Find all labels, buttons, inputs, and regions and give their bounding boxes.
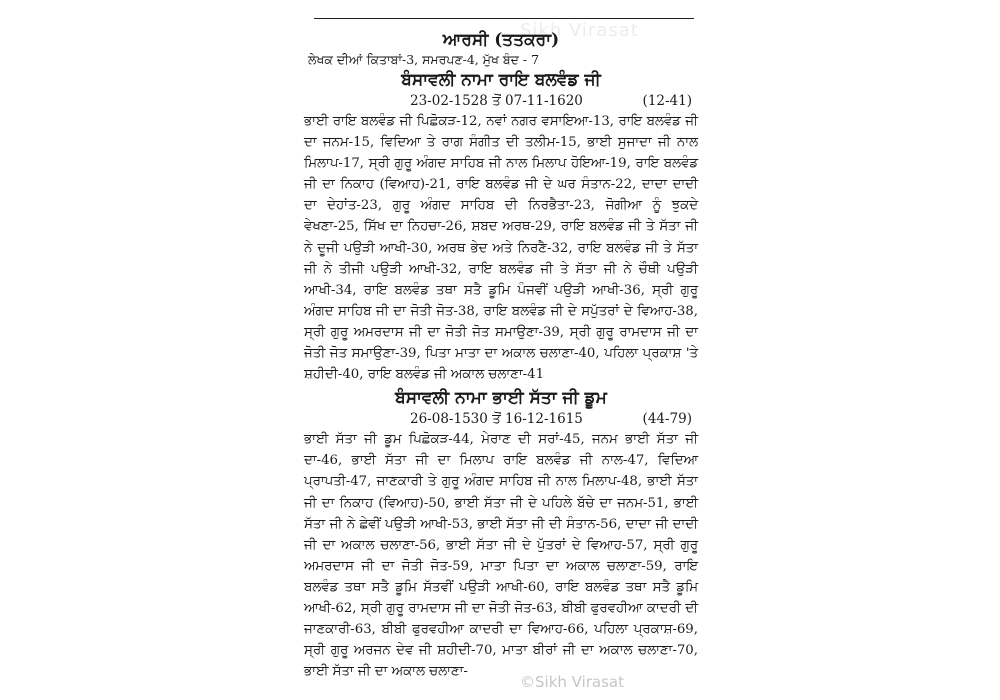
section-body: ਭਾਈ ਸੱਤਾ ਜੀ ਡੂਮ ਪਿਛੋਕੜ-44, ਮੇਰਾਣ ਦੀ ਸਰਾਂ-45, ਜਨਮ ਭਾਈ ਸੱਤਾ ਜੀ ਦਾ-46, ਭਾਈ ਸੱਤਾ ਜੀ ਦਾ ਮਿਲਾਪ ਰਾਇ ਬਲਵੰਡ ਜੀ ਨਾਲ-47, ਵਿਦਿਆ ਪ੍ਰਾਪਤੀ-47, ਜਾਣਕਾਰੀ ਤੇ ਗੁਰੂ ਅੰਗਦ ਸਾਹਿਬ ਜੀ ਨਾਲ ਮਿਲਾਪ-48, ਭਾਈ ਸੱਤਾ ਜੀ ਦਾ ਨਿਕਾਹ (ਵਿਆਹ)-50, ਭਾਈ ਸੱਤਾ ਜੀ ਦੇ ਪਹਿਲੇ ਬੱਚੇ ਦਾ ਜਨਮ-51, ਭਾਈ ਸੱਤਾ ਜੀ ਨੇ ਛੇਵੀਂ ਪਉੜੀ ਆਖੀ-53, ਭਾਈ ਸੱਤਾ ਜੀ ਦੀ ਸੰਤਾਨ-56, ਦਾਦਾ ਜੀ ਦਾਦੀ ਜੀ ਦਾ ਅਕਾਲ ਚਲਾਣਾ-56, ਭਾਈ ਸੱਤਾ ਜੀ ਦੇ ਪੁੱਤਰਾਂ ਦੇ ਵਿਆਹ-57, ਸ੍ਰੀ ਗੁਰੂ ਅਮਰਦਾਸ ਜੀ ਦਾ ਜੋਤੀ ਜੋਤ-59, ਮਾਤਾ ਪਿਤਾ ਦਾ ਅਕਾਲ ਚਲਾਣਾ-59, ਰਾਇ ਬਲਵੰਡ ਤਥਾ ਸਤੈ ਡੂਮਿ ਸੱਤਵੀਂ ਪਉੜੀ ਆਖੀ-60, ਰਾਇ ਬਲਵੰਡ ਤਥਾ ਸਤੈ ਡੂਮਿ ਆਖੀ-62, ਸ੍ਰੀ ਗੁਰੂ ਰਾਮਦਾਸ ਜੀ ਦਾ ਜੋਤੀ ਜੋਤ-63, ਬੀਬੀ ਫੁਰਵਹੀਆ ਕਾਦਰੀ ਦੀ ਜਾਣਕਾਰੀ-63, ਬੀਬੀ ਫੁਰਵਹੀਆ ਕਾਦਰੀ ਦਾ ਵਿਆਹ-66, ਪਹਿਲਾ ਪ੍ਰਕਾਸ਼-69, ਸ੍ਰੀ ਗੁਰੂ ਅਰਜਨ ਦੇਵ ਜੀ ਸ਼ਹੀਦੀ-70, ਮਾਤਾ ਬੀਰਾਂ ਜੀ ਦਾ ਅਕਾਲ ਚਲਾਣਾ-70, ਭਾਈ ਸੱਤਾ ਜੀ ਦਾ ਅਕਾਲ ਚਲਾਣਾ-: [304, 432, 698, 680]
section-dates: 26-08-1530 ਤੋਂ 16-12-1615: [410, 411, 583, 428]
front-matter-line: ਲੇਖਕ ਦੀਆਂ ਕਿਤਾਬਾਂ-3, ਸਮਰਪਣ-4, ਮੁੱਖ ਬੰਦ - 7: [308, 52, 540, 67]
section-heading: ਬੰਸਾਵਲੀ ਨਾਮਾ ਰਾਇ ਬਲਵੰਡ ਜੀ: [401, 70, 601, 90]
section-body: ਭਾਈ ਰਾਇ ਬਲਵੰਡ ਜੀ ਪਿਛੋਕੜ-12, ਨਵਾਂ ਨਗਰ ਵਸਾਇਆ-13, ਰਾਇ ਬਲਵੰਡ ਜੀ ਦਾ ਜਨਮ-15, ਵਿਦਿਆ ਤੇ ਰਾਗ ਸੰਗੀਤ ਦੀ ਤਲੀਮ-15, ਭਾਈ ਸੁਜਾਦਾ ਜੀ ਨਾਲ ਮਿਲਾਪ-17, ਸ੍ਰੀ ਗੁਰੂ ਅੰਗਦ ਸਾਹਿਬ ਜੀ ਨਾਲ ਮਿਲਾਪ ਹੋਇਆ-19, ਰਾਇ ਬਲਵੰਡ ਜੀ ਦਾ ਨਿਕਾਹ (ਵਿਆਹ)-21, ਰਾਇ ਬਲਵੰਡ ਜੀ ਦੇ ਘਰ ਸੰਤਾਨ-22, ਦਾਦਾ ਦਾਦੀ ਦਾ ਦੇਹਾਂਤ-23, ਗੁਰੂ ਅੰਗਦ ਸਾਹਿਬ ਦੀ ਨਿਰਭੈਤਾ-23, ਜੋਗੀਆ ਨੂੰ ਝੁਕਦੇ ਵੇਖਣਾ-25, ਸਿੱਖ ਦਾ ਨਿਹਚਾ-26, ਸ਼ਬਦ ਅਰਥ-29, ਰਾਇ ਬਲਵੰਡ ਜੀ ਤੇ ਸੱਤਾ ਜੀ ਨੇ ਦੂਜੀ ਪਉੜੀ ਆਖੀ-30, ਅਰਥ ਭੇਦ ਅਤੇ ਨਿਰਣੈ-32, ਰਾਇ ਬਲਵੰਡ ਜੀ ਤੇ ਸੱਤਾ ਜੀ ਨੇ ਤੀਜੀ ਪਉੜੀ ਆਖੀ-32, ਰਾਇ ਬਲਵੰਡ ਜੀ ਤੇ ਸੱਤਾ ਜੀ ਨੇ ਚੌਥੀ ਪਉੜੀ ਆਖੀ-34, ਰਾਇ ਬਲਵੰਡ ਤਥਾ ਸਤੈ ਡੂਮਿ ਪੰਜਵੀਂ ਪਉੜੀ ਆਖੀ-36, ਸ੍ਰੀ ਗੁਰੂ ਅੰਗਦ ਸਾਹਿਬ ਜੀ ਦਾ ਜੋਤੀ ਜੋਤ-38, ਰਾਇ ਬਲਵੰਡ ਜੀ ਦੇ ਸਪੁੱਤਰਾਂ ਦੇ ਵਿਆਹ-38, ਸ੍ਰੀ ਗੁਰੂ ਅਮਰਦਾਸ ਜੀ ਦਾ ਜੋਤੀ ਜੋਤ ਸਮਾਉਣਾ-39, ਸ੍ਰੀ ਗੁਰੂ ਰਾਮਦਾਸ ਜੀ ਦਾ ਜੋਤੀ ਜੋਤ ਸਮਾਉਣਾ-39, ਪਿਤਾ ਮਾਤਾ ਦਾ ਅਕਾਲ ਚਲਾਣਾ-40, ਪਹਿਲਾ ਪ੍ਰਕਾਸ਼ 'ਤੇ ਸ਼ਹੀਦੀ-40, ਰਾਇ ਬਲਵੰਡ ਜੀ ਅਕਾਲ ਚਲਾਣਾ-41: [304, 114, 698, 383]
contents-column: [304, 18, 698, 682]
top-rule: [314, 18, 694, 19]
section-heading: ਬੰਸਾਵਲੀ ਨਾਮਾ ਭਾਈ ਸੱਤਾ ਜੀ ਡੂਮ: [395, 388, 607, 409]
watermark-top: Sikh Virasat: [520, 20, 639, 41]
section-date-row: [304, 91, 698, 111]
section-dates: 23-02-1528 ਤੋਂ 07-11-1620: [410, 93, 583, 109]
watermark-bottom: ©Sikh Virasat: [520, 673, 624, 691]
section-bhai-satta: [304, 387, 698, 682]
section-rai-balwand: [304, 69, 698, 385]
page-title: ਆਰਸੀ (ਤਤਕਰਾ): [442, 30, 560, 50]
section-page-range: (44-79): [642, 411, 692, 428]
section-date-row: [304, 409, 698, 429]
section-page-range: (12-41): [642, 93, 692, 109]
